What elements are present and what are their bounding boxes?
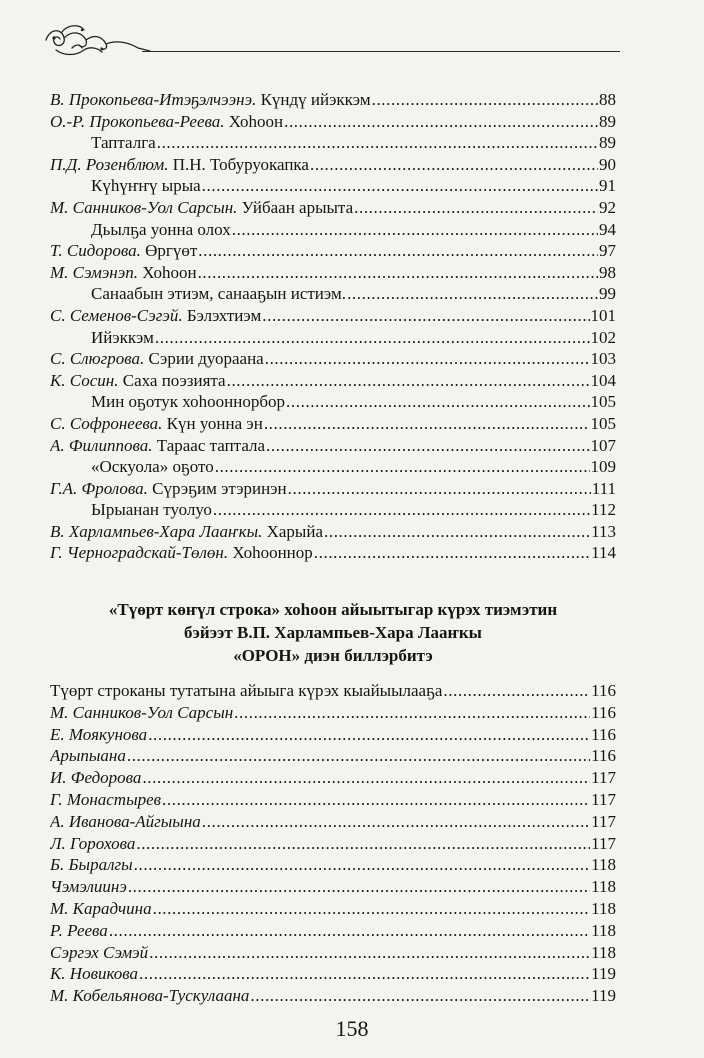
toc-entry-author: К. Новикова xyxy=(50,964,139,984)
dot-leader xyxy=(109,920,590,942)
toc-entry-page: 109 xyxy=(590,457,616,477)
toc-entry xyxy=(50,942,616,964)
toc-entry-title: Мин оҕотук хоһооннорбор xyxy=(91,392,286,412)
dot-leader xyxy=(142,767,590,789)
toc-entry-author: М. Карадчина xyxy=(50,898,152,918)
toc-entry-author: М. Санников-Уол Сарсын xyxy=(50,702,234,722)
toc-entry-title: Сэрии дуораана xyxy=(148,349,264,369)
toc-entry-page: 102 xyxy=(590,327,616,347)
dot-leader xyxy=(372,89,598,111)
toc-entry-title: Хоһоон xyxy=(142,262,197,282)
toc-entry xyxy=(50,132,616,154)
toc-entry-author: С. Софронеева. xyxy=(50,413,163,433)
toc-entry-title: Бэлэхтиэм xyxy=(186,305,262,325)
toc-entry xyxy=(50,154,616,176)
dot-leader xyxy=(266,435,589,457)
toc-entry-title: Тапталга xyxy=(91,133,156,153)
toc-entry-page: 88 xyxy=(599,90,616,109)
dot-leader xyxy=(354,197,598,219)
toc-entry-title: Хоһоон xyxy=(228,111,284,131)
toc-entry-page: 103 xyxy=(590,349,616,369)
toc-entry-page: 116 xyxy=(591,681,616,700)
toc-entry-author: А. Иванова-Айгыына xyxy=(50,811,201,831)
dot-leader xyxy=(250,985,590,1007)
toc-entry-title: Өргүөт xyxy=(145,241,198,261)
toc-entry xyxy=(50,542,616,564)
toc-entry xyxy=(50,702,616,724)
toc-entry xyxy=(50,111,616,133)
toc-entry-author: К. Сосин. xyxy=(50,370,119,390)
dot-leader xyxy=(288,478,591,500)
toc-entry xyxy=(50,240,616,262)
toc-entry xyxy=(50,348,616,370)
toc-entry-title: Күһүҥҥү ырыа xyxy=(91,176,201,196)
dot-leader xyxy=(202,811,590,833)
decorative-flourish-icon xyxy=(42,18,152,62)
toc-entry xyxy=(50,413,616,435)
toc-entry xyxy=(50,197,616,219)
toc-entry-page: 118 xyxy=(591,898,616,918)
toc-entry-title: Ийэккэм xyxy=(91,327,154,347)
section-heading-line-2: бэйээт В.П. Харлампьев-Хара Лааҥкы xyxy=(184,623,482,642)
toc-entry-page: 101 xyxy=(590,305,616,325)
toc-entry xyxy=(50,680,616,702)
dot-leader xyxy=(284,111,598,133)
dot-leader xyxy=(149,942,590,964)
page-header xyxy=(42,18,622,62)
toc-entry xyxy=(50,789,616,811)
dot-leader xyxy=(215,456,590,478)
toc-entry-author: Г.А. Фролова. xyxy=(50,478,148,498)
section-heading-line-3: «ОРОН» диэн биллэрбитэ xyxy=(233,646,433,665)
dot-leader xyxy=(347,283,598,305)
toc-entry-page: 119 xyxy=(591,964,616,984)
toc-entry-page: 89 xyxy=(599,133,616,153)
toc-entry-title: Ырыанан туолуо xyxy=(91,500,212,520)
toc-entry xyxy=(50,262,616,284)
toc-entry-author: Сэргэх Сэмэй xyxy=(50,942,149,962)
toc-entry-page: 118 xyxy=(591,920,616,940)
toc-entry-author: Г. Черноградскай-Төлөн. xyxy=(50,543,229,563)
toc-entry-page: 98 xyxy=(599,262,616,282)
toc-entry-author: Г. Монастырев xyxy=(50,789,162,809)
toc-entry-title: П.Н. Тобуруокапка xyxy=(172,154,309,174)
toc-entry-page: 105 xyxy=(590,392,616,412)
dot-leader xyxy=(234,702,590,724)
toc-entry-page: 118 xyxy=(591,855,616,875)
dot-leader xyxy=(202,175,598,197)
toc-entry-title: Күн уонна эн xyxy=(166,413,263,433)
toc-entry-author: И. Федорова xyxy=(50,768,142,788)
toc-entry-page: 119 xyxy=(591,986,616,1006)
dot-leader xyxy=(153,898,591,920)
dot-leader xyxy=(198,262,598,284)
toc-entry-page: 113 xyxy=(591,521,616,541)
toc-entry-page: 118 xyxy=(591,877,616,897)
dot-leader xyxy=(324,521,590,543)
toc-entry-author: С. Слюгрова. xyxy=(50,349,145,369)
dot-leader xyxy=(265,348,590,370)
dot-leader xyxy=(286,391,589,413)
toc-entry-page: 117 xyxy=(591,833,616,853)
toc-entry-page: 116 xyxy=(591,702,616,722)
dot-leader xyxy=(262,305,589,327)
toc-entry xyxy=(50,391,616,413)
dot-leader xyxy=(155,327,590,349)
toc-entry-author: В. Харлампьев-Хара Лааҥкы. xyxy=(50,521,263,541)
toc-entry-author: В. Прокопьева-Итэҕэлчээнэ. xyxy=(50,90,257,109)
toc-entry-title: «Оскуола» оҕото xyxy=(91,457,214,477)
dot-leader xyxy=(148,724,590,746)
toc-part-1 xyxy=(50,89,616,564)
toc-entry-author: Т. Сидорова. xyxy=(50,241,141,261)
toc-entry-page: 118 xyxy=(591,942,616,962)
toc-entry xyxy=(50,898,616,920)
toc-entry xyxy=(50,89,616,111)
toc-entry xyxy=(50,854,616,876)
toc-entry-author: Арыпыана xyxy=(50,746,126,766)
toc-entry-page: 99 xyxy=(599,284,616,304)
toc-entry xyxy=(50,435,616,457)
toc-entry xyxy=(50,478,616,500)
dot-leader xyxy=(136,833,590,855)
dot-leader xyxy=(128,876,590,898)
toc-entry-author: П.Д. Розенблюм. xyxy=(50,154,169,174)
toc-entry-page: 89 xyxy=(599,111,616,131)
dot-leader xyxy=(134,854,590,876)
dot-leader xyxy=(139,963,590,985)
toc-entry xyxy=(50,833,616,855)
toc-entry-title: Уйбаан арыыта xyxy=(241,197,354,217)
section-heading-line-1: «Түөрт көҥүл строка» хоһоон айыытыгар күрэх тиэмэтин xyxy=(108,600,558,619)
toc-entry-page: 112 xyxy=(591,500,616,520)
toc-entry-title: Санаабын этиэм, санааҕын истиэм. xyxy=(91,284,347,304)
toc-entry-title: Тараас таптала xyxy=(156,435,266,455)
toc-entry-page: 104 xyxy=(590,370,616,390)
dot-leader xyxy=(264,413,590,435)
toc-entry xyxy=(50,456,616,478)
toc-entry-page: 114 xyxy=(591,543,616,563)
toc-entry-author: Л. Горохова xyxy=(50,833,136,853)
page-number: 158 xyxy=(335,1016,369,1041)
toc-entry-author: М. Сэмэнэп. xyxy=(50,262,138,282)
toc-entry-title: Түөрт строканы тутатына айыыга күрэх кыайыылааҕа xyxy=(50,681,443,700)
toc-entry xyxy=(50,963,616,985)
toc-entry-page: 105 xyxy=(590,413,616,433)
toc-entry-page: 94 xyxy=(599,219,616,239)
toc-part-2 xyxy=(50,680,616,1007)
toc-entry xyxy=(50,521,616,543)
toc-entry-author: С. Семенов-Сэгэй. xyxy=(50,305,183,325)
toc-entry xyxy=(50,724,616,746)
toc-entry-title: Хоһооннор xyxy=(232,543,313,563)
toc-entry-title: Саха поэзията xyxy=(122,370,226,390)
toc-entry-page: 92 xyxy=(599,197,616,217)
toc-entry xyxy=(50,920,616,942)
toc-entry-author: Е. Моякунова xyxy=(50,724,148,744)
toc-entry-page: 116 xyxy=(591,724,616,744)
dot-leader xyxy=(198,240,598,262)
toc-entry xyxy=(50,219,616,241)
toc-entry-page: 116 xyxy=(591,746,616,766)
dot-leader xyxy=(127,745,590,767)
toc-entry-page: 107 xyxy=(590,435,616,455)
toc-entry-page: 117 xyxy=(591,811,616,831)
toc-entry xyxy=(50,175,616,197)
toc-entry xyxy=(50,370,616,392)
toc-entry xyxy=(50,327,616,349)
dot-leader xyxy=(310,154,598,176)
section-heading xyxy=(50,598,616,667)
toc-entry-author: Р. Реева xyxy=(50,920,108,940)
toc-entry-author: М. Кобельянова-Тускулаана xyxy=(50,986,250,1006)
toc-entry xyxy=(50,767,616,789)
toc-entry-page: 117 xyxy=(591,789,616,809)
toc-entry xyxy=(50,985,616,1007)
toc-entry-author: О.-Р. Прокопьева-Реева. xyxy=(50,111,225,131)
dot-leader xyxy=(157,132,598,154)
dot-leader xyxy=(232,219,598,241)
header-rule xyxy=(142,51,620,52)
toc-entry xyxy=(50,745,616,767)
toc-entry-author: Чэмэлиинэ xyxy=(50,877,127,897)
toc-entry-page: 117 xyxy=(591,768,616,788)
dot-leader xyxy=(213,499,590,521)
toc-entry xyxy=(50,305,616,327)
toc-entry-page: 111 xyxy=(591,478,616,498)
toc-entry-title: Харыйа xyxy=(266,521,323,541)
toc-entry-page: 97 xyxy=(599,241,616,261)
toc-entry xyxy=(50,811,616,833)
toc-entry-title: Сүрэҕим этэринэн xyxy=(152,478,287,498)
toc-entry-page: 91 xyxy=(599,176,616,196)
toc-entry-page: 90 xyxy=(599,154,616,174)
dot-leader xyxy=(227,370,590,392)
toc-entry-title: Күндү ийэккэм xyxy=(260,90,371,109)
toc-entry xyxy=(50,876,616,898)
toc-entry-author: Б. Быралгы xyxy=(50,855,133,875)
dot-leader xyxy=(314,542,590,564)
dot-leader xyxy=(162,789,590,811)
toc-entry-author: М. Санников-Уол Сарсын. xyxy=(50,197,238,217)
toc-entry xyxy=(50,283,616,305)
dot-leader xyxy=(443,680,590,702)
toc-entry-title: Дьылҕа уонна олох xyxy=(91,219,231,239)
toc-entry xyxy=(50,499,616,521)
toc-entry-author: А. Филиппова. xyxy=(50,435,153,455)
